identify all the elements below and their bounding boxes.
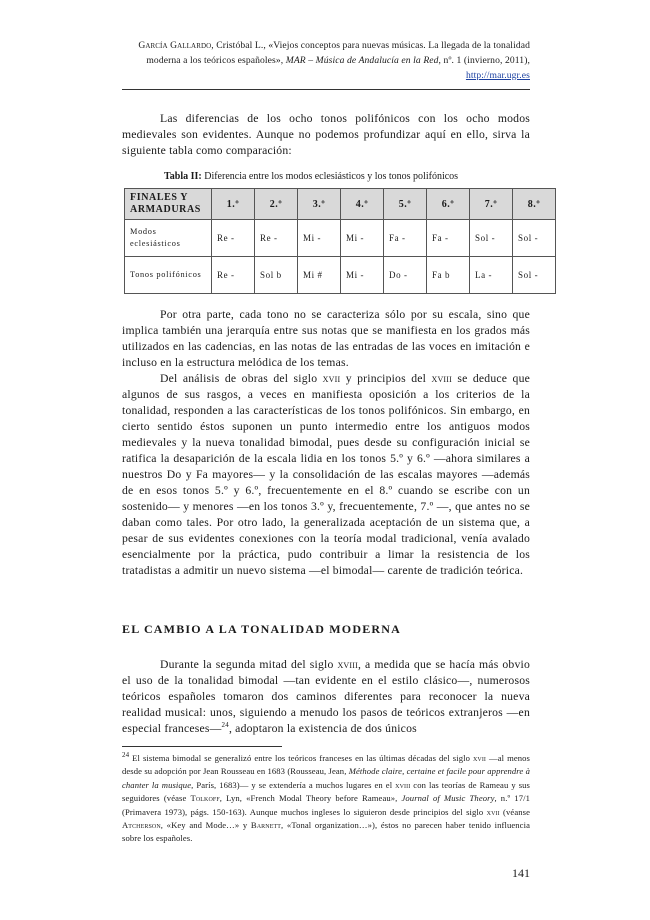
table-cell: Fa - — [384, 220, 427, 257]
century-numeral: xvii — [486, 806, 500, 817]
header-citation: , Cristóbal L., «Viejos conceptos para nuevas músicas. La llegada de la tonalidad moderna a los teóricos españoles», — [146, 40, 530, 66]
body-paragraph — [122, 371, 530, 579]
footnote-text: con las teorías de Rameau y sus seguidores (véase — [122, 779, 530, 804]
table-cell: Mi - — [298, 220, 341, 257]
book-title: Méthode claire, certaine et facile pour apprendre à chanter la musique — [122, 766, 530, 790]
table-cell: Re - — [212, 257, 255, 294]
footnote-rule — [122, 746, 282, 747]
body-paragraph-text: Por otra parte, cada tono no se caracteriza sólo por su escala, sino que implica también una jerarquía entre sus notas que se manifiesta en los grados más utilizados en las cadencias, en las notas de las entradas de las voces en imitación e incluso en la estructura melódica de los temas. — [122, 308, 530, 369]
author-name: Tolkoff — [190, 793, 220, 804]
body-text: Del análisis de obras del siglo — [160, 372, 323, 385]
table-cell: Fa b — [427, 257, 470, 294]
table-cell: Sol b — [255, 257, 298, 294]
footnote — [122, 752, 530, 846]
footnote-text: , «Key and Mode…» y — [160, 820, 251, 831]
footnote-text: —al menos desde su adopción por Jean Rousseau en 1683 (Rousseau, Jean, — [122, 753, 531, 777]
body-text: , adoptaron la existencia de dos únicos — [228, 722, 417, 735]
table-header-cell: 4.º — [341, 189, 384, 220]
header-rule — [122, 89, 530, 90]
header-url-link[interactable]: http://mar.ugr.es — [465, 70, 530, 81]
table-cell: Re - — [212, 220, 255, 257]
intro-paragraph-text: Las diferencias de los ocho tonos polifónicos con los ocho modos medievales son evidentes. Aunque no podemos profundizar aquí en ello, sirva la siguiente tabla como comparación: — [122, 112, 530, 157]
table-header-cell: 7.º — [470, 189, 513, 220]
table-header-cell: 8.º — [513, 189, 556, 220]
table-row-label: Modos eclesiásticos — [125, 220, 212, 257]
table-caption-text: Diferencia entre los modos eclesiásticos y los tonos polifónicos — [201, 171, 459, 182]
body-paragraph — [122, 657, 530, 737]
table-caption — [122, 170, 650, 184]
table-cell: Do - — [384, 257, 427, 294]
comparison-table — [124, 188, 556, 294]
footnote-text: , «Tonal organization…»), éstos no parecen haber tenido influencia sobre los españoles. — [122, 820, 530, 844]
journal-title: Journal of Music Theory — [401, 793, 495, 804]
table-header-cell: 5.º — [384, 189, 427, 220]
body-text: y principios del — [340, 372, 432, 385]
century-numeral: xviii — [431, 372, 453, 385]
section-heading: EL CAMBIO A LA TONALIDAD MODERNA — [122, 622, 401, 636]
table-row — [125, 220, 556, 257]
footnote-reference[interactable]: 24 — [221, 721, 229, 730]
table-cell: Sol - — [513, 220, 556, 257]
table-header-cell: FINALES Y ARMADURAS — [125, 189, 212, 220]
table-row — [125, 257, 556, 294]
century-numeral: xvii — [472, 753, 487, 763]
table-header-cell: 1.º — [212, 189, 255, 220]
body-text: Durante la segunda mitad del siglo — [160, 658, 338, 671]
century-numeral: xvii — [322, 372, 341, 385]
footnote-text: , n.º 17/1 (Primavera 1973), págs. 150-163). Aunque muchos ingleses lo siguieron desde principios del siglo — [122, 793, 530, 817]
body-text: se deduce que algunos de sus rasgos, a veces en manifiesta oposición a los criterios de la tonalidad, responden a las características de los tonos polifónicos. Sin embargo, en cierto sentido éstos suponen un punto intermedio entre los antiguos modos medievales y la nueva tonalidad bimodal, pues desde su configuración inicial se ratifica la desaparición de la escala lidia en los tonos 5.º y 6.º —ahora similares a nuestros Do y Fa mayores— y la consolidación de las escalas mayores —además de en esos tonos 5.º y 6.º, frecuentemente en el 8.º cuando se escribe con un sostenido— y menores —en los tonos 3.º y, frecuentemente, 7.º —, que antes no se daban como tales. Por otro lado, la generalizada aceptación de un sistema que, a pesar de sus evidentes conexiones con la teoría modal tradicional, venía avalado esencialmente por la práctica, pudo contribuir a limar la resistencia de los tratadistas a admitir un nuevo sistema —el bimodal— carente de tradición teórica. — [122, 372, 531, 577]
author-name: Atcherson — [122, 820, 161, 831]
author-name: Barnett — [250, 820, 282, 831]
table-header-cell: 2.º — [255, 189, 298, 220]
table-header-cell: 3.º — [298, 189, 341, 220]
header-author: García Gallardo — [138, 40, 212, 51]
footnote-text: (véanse — [499, 806, 530, 817]
table-cell: Mi - — [341, 220, 384, 257]
page-number: 141 — [512, 866, 530, 880]
body-paragraph — [122, 307, 530, 371]
century-numeral: xviii — [395, 779, 411, 790]
table-cell: Re - — [255, 220, 298, 257]
table-cell: La - — [470, 257, 513, 294]
header-journal: MAR – Música de Andalucía en la Red — [285, 55, 439, 66]
running-header — [130, 38, 530, 83]
table-header-row — [125, 189, 556, 220]
table-cell: Fa - — [427, 220, 470, 257]
table-row-label: Tonos polifónicos — [125, 257, 212, 294]
table-cell: Mi - — [341, 257, 384, 294]
body-text: , a medida que se hacía más obvio el uso de la tonalidad bimodal —tan evidente en el estilo clásico—, numerosos teóricos españoles tomaron dos caminos diferentes para reconocer la nueva realidad musical: unos, siguiendo a menudo los pasos de teóricos extranjeros —en especial franceses— — [122, 658, 531, 735]
footnote-text: , Lyn, «French Modal Theory before Rameau», — [219, 793, 402, 804]
table-caption-label: Tabla II: — [164, 171, 202, 182]
century-numeral: xviii — [337, 658, 358, 671]
header-issue: , nº. 1 (invierno, 2011), — [438, 55, 530, 66]
table-cell: Sol - — [470, 220, 513, 257]
footnote-text: El sistema bimodal se generalizó entre los teóricos franceses en las últimas décadas del siglo — [129, 753, 473, 763]
footnote-text: , París, 1683)— y se extendería a muchos lugares en el — [191, 779, 396, 790]
table-cell: Sol - — [513, 257, 556, 294]
footnote-number: 24 — [122, 751, 130, 760]
intro-paragraph — [122, 111, 530, 159]
table-cell: Mi # — [298, 257, 341, 294]
table-header-cell: 6.º — [427, 189, 470, 220]
